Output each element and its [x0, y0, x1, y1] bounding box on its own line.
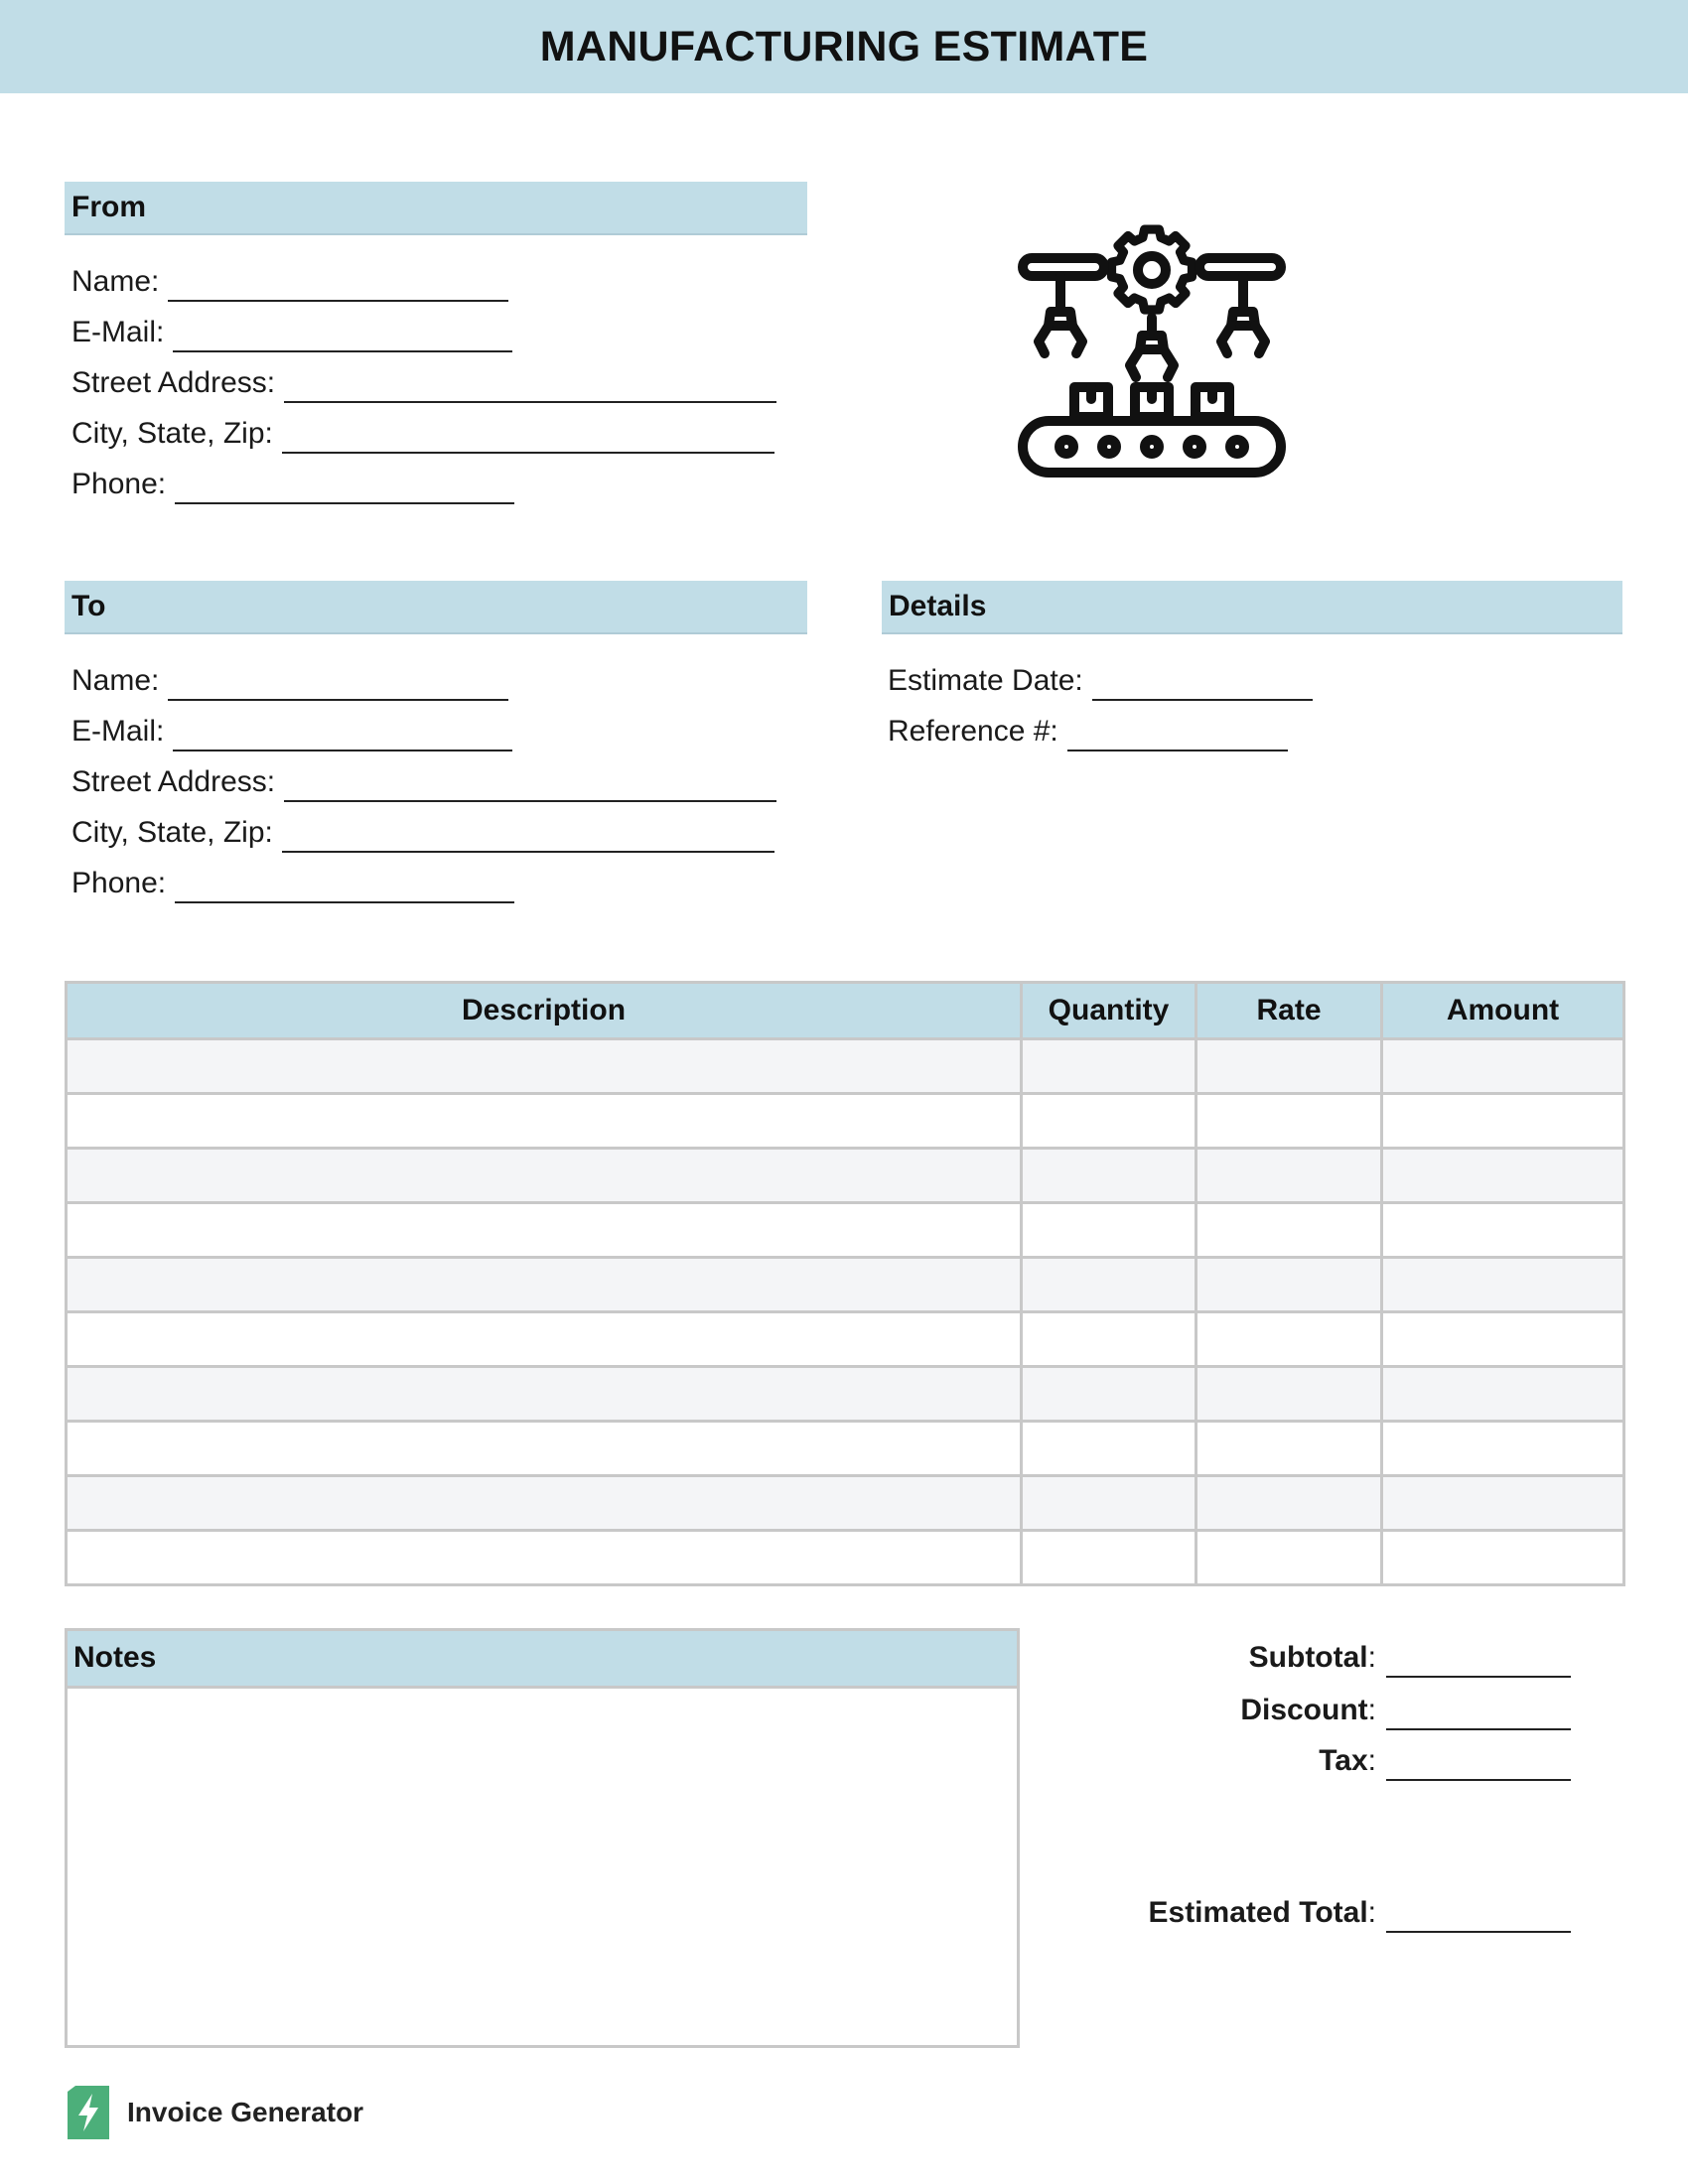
tax-field[interactable] — [1386, 1749, 1571, 1781]
to-street-field[interactable] — [284, 770, 776, 802]
tax-colon: : — [1367, 1744, 1376, 1777]
table-row — [67, 1531, 1624, 1585]
estimated-total-field[interactable] — [1386, 1901, 1571, 1933]
from-email-label: E-Mail: — [71, 316, 165, 348]
from-phone-field[interactable] — [175, 473, 514, 504]
amount-cell[interactable] — [1382, 1203, 1624, 1258]
to-phone-label: Phone: — [71, 867, 167, 899]
description-cell[interactable] — [67, 1149, 1022, 1203]
quantity-cell[interactable] — [1022, 1531, 1196, 1585]
to-name-row — [71, 661, 508, 701]
table-row — [67, 1039, 1624, 1094]
quantity-cell[interactable] — [1022, 1094, 1196, 1149]
description-cell[interactable] — [67, 1422, 1022, 1476]
quantity-cell[interactable] — [1022, 1258, 1196, 1312]
to-email-field[interactable] — [173, 720, 512, 751]
amount-cell[interactable] — [1382, 1531, 1624, 1585]
line-items-table — [65, 981, 1625, 1586]
from-email-field[interactable] — [173, 321, 512, 352]
to-street-row — [71, 762, 776, 802]
tax-label: Tax — [1319, 1744, 1368, 1777]
details-heading: Details — [882, 581, 1622, 634]
table-row — [67, 1367, 1624, 1422]
table-row — [67, 1203, 1624, 1258]
from-street-field[interactable] — [284, 371, 776, 403]
col-rate-header: Rate — [1196, 983, 1382, 1039]
description-cell[interactable] — [67, 1258, 1022, 1312]
col-description-header: Description — [67, 983, 1022, 1039]
to-email-row — [71, 712, 512, 751]
from-street-row — [71, 363, 776, 403]
quantity-cell[interactable] — [1022, 1367, 1196, 1422]
table-row — [67, 1422, 1624, 1476]
discount-label: Discount — [1240, 1694, 1368, 1726]
rate-cell[interactable] — [1196, 1149, 1382, 1203]
description-cell[interactable] — [67, 1039, 1022, 1094]
from-email-row — [71, 313, 512, 352]
rate-cell[interactable] — [1196, 1531, 1382, 1585]
reference-field[interactable] — [1067, 720, 1288, 751]
notes-heading: Notes — [68, 1631, 1017, 1689]
quantity-cell[interactable] — [1022, 1203, 1196, 1258]
estimated-total-row — [1149, 1893, 1572, 1933]
subtotal-field[interactable] — [1386, 1646, 1571, 1678]
discount-colon: : — [1367, 1694, 1376, 1726]
rate-cell[interactable] — [1196, 1203, 1382, 1258]
lightning-bolt-icon — [68, 2086, 109, 2139]
reference-row — [888, 712, 1288, 751]
col-amount-header: Amount — [1382, 983, 1624, 1039]
quantity-cell[interactable] — [1022, 1422, 1196, 1476]
brand-name: Invoice Generator — [127, 2097, 364, 2127]
table-row — [67, 1476, 1624, 1531]
discount-field[interactable] — [1386, 1699, 1571, 1730]
description-cell[interactable] — [67, 1476, 1022, 1531]
reference-label: Reference #: — [888, 715, 1058, 748]
to-city-field[interactable] — [282, 821, 774, 853]
rate-cell[interactable] — [1196, 1312, 1382, 1367]
rate-cell[interactable] — [1196, 1258, 1382, 1312]
description-cell[interactable] — [67, 1531, 1022, 1585]
from-city-row — [71, 414, 774, 454]
from-street-label: Street Address: — [71, 366, 276, 399]
subtotal-row — [1249, 1638, 1571, 1678]
estimate-date-row — [888, 661, 1313, 701]
to-street-label: Street Address: — [71, 765, 276, 798]
subtotal-label: Subtotal — [1248, 1641, 1368, 1674]
amount-cell[interactable] — [1382, 1367, 1624, 1422]
notes-box[interactable] — [65, 1628, 1020, 2048]
rate-cell[interactable] — [1196, 1039, 1382, 1094]
estimated-total-colon: : — [1367, 1896, 1376, 1929]
to-city-row — [71, 813, 774, 853]
to-name-field[interactable] — [168, 669, 508, 701]
to-name-label: Name: — [71, 664, 160, 697]
tax-row — [1319, 1741, 1571, 1781]
table-header-row — [67, 983, 1624, 1039]
quantity-cell[interactable] — [1022, 1312, 1196, 1367]
table-row — [67, 1149, 1624, 1203]
amount-cell[interactable] — [1382, 1476, 1624, 1531]
to-phone-row — [71, 864, 514, 903]
to-heading: To — [65, 581, 807, 634]
amount-cell[interactable] — [1382, 1039, 1624, 1094]
quantity-cell[interactable] — [1022, 1039, 1196, 1094]
estimate-date-label: Estimate Date: — [888, 664, 1083, 697]
title-banner — [0, 0, 1688, 93]
table-row — [67, 1094, 1624, 1149]
to-city-label: City, State, Zip: — [71, 816, 273, 849]
from-phone-label: Phone: — [71, 468, 167, 500]
table-row — [67, 1258, 1624, 1312]
subtotal-colon: : — [1367, 1641, 1376, 1674]
from-city-field[interactable] — [282, 422, 774, 454]
discount-row — [1240, 1691, 1571, 1730]
description-cell[interactable] — [67, 1312, 1022, 1367]
from-heading: From — [65, 182, 807, 235]
amount-cell[interactable] — [1382, 1258, 1624, 1312]
to-phone-field[interactable] — [175, 872, 514, 903]
from-name-field[interactable] — [168, 270, 508, 302]
page-title: MANUFACTURING ESTIMATE — [539, 23, 1149, 70]
col-quantity-header: Quantity — [1022, 983, 1196, 1039]
description-cell[interactable] — [67, 1367, 1022, 1422]
to-email-label: E-Mail: — [71, 715, 165, 748]
brand-footer[interactable] — [68, 2085, 363, 2140]
from-phone-row — [71, 465, 514, 504]
amount-cell[interactable] — [1382, 1094, 1624, 1149]
factory-robot-arms-conveyor-icon — [1013, 214, 1291, 492]
from-name-row — [71, 262, 508, 302]
amount-cell[interactable] — [1382, 1422, 1624, 1476]
quantity-cell[interactable] — [1022, 1476, 1196, 1531]
rate-cell[interactable] — [1196, 1422, 1382, 1476]
amount-cell[interactable] — [1382, 1312, 1624, 1367]
from-city-label: City, State, Zip: — [71, 417, 273, 450]
estimated-total-label: Estimated Total — [1148, 1896, 1368, 1929]
estimate-date-field[interactable] — [1092, 669, 1313, 701]
amount-cell[interactable] — [1382, 1149, 1624, 1203]
table-row — [67, 1312, 1624, 1367]
description-cell[interactable] — [67, 1094, 1022, 1149]
rate-cell[interactable] — [1196, 1094, 1382, 1149]
rate-cell[interactable] — [1196, 1476, 1382, 1531]
quantity-cell[interactable] — [1022, 1149, 1196, 1203]
from-name-label: Name: — [71, 265, 160, 298]
description-cell[interactable] — [67, 1203, 1022, 1258]
rate-cell[interactable] — [1196, 1367, 1382, 1422]
